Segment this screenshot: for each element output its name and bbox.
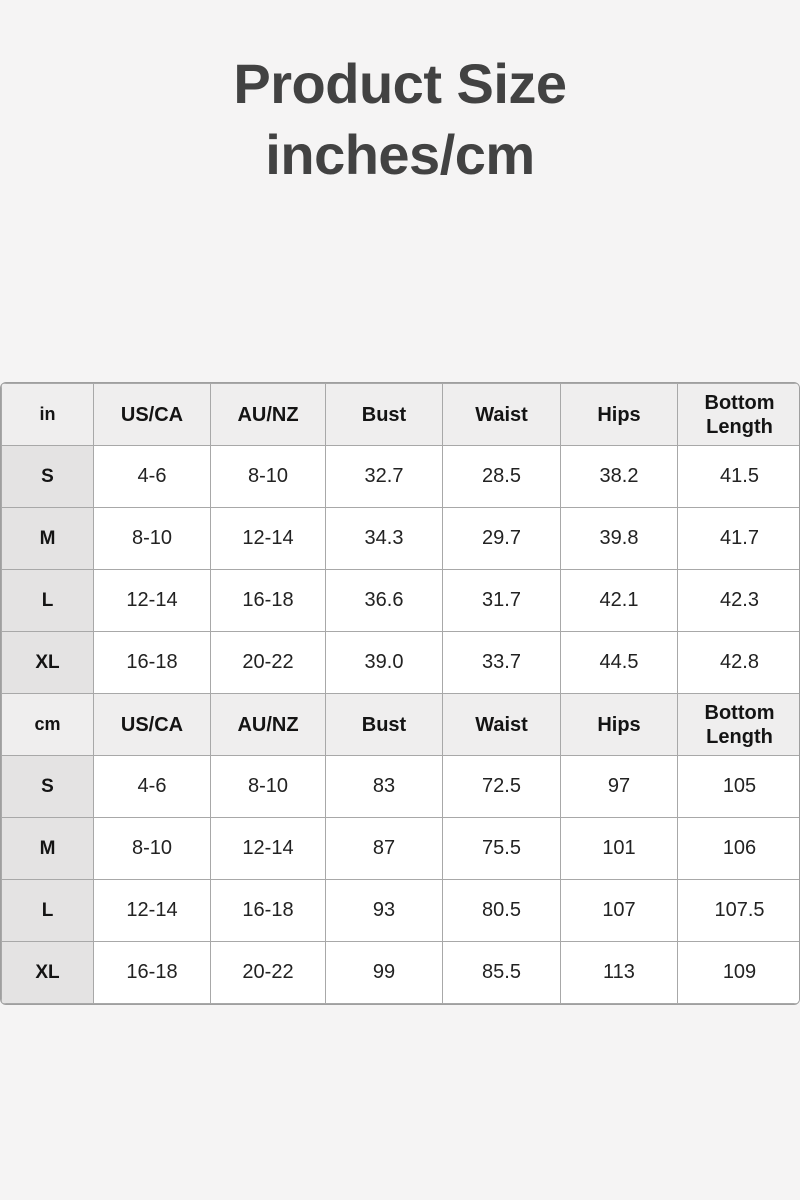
title-line-1: Product Size bbox=[233, 52, 567, 115]
cell-hips: 44.5 bbox=[561, 632, 678, 694]
header-row-inches bbox=[2, 384, 800, 446]
cell-bottom-length: 42.3 bbox=[678, 570, 800, 632]
cell-bottom-length: 107.5 bbox=[678, 880, 800, 942]
cell-aunz: 16-18 bbox=[211, 570, 326, 632]
row-in-s bbox=[2, 446, 800, 508]
cell-usca: 8-10 bbox=[94, 818, 211, 880]
size-label: S bbox=[2, 446, 94, 508]
cell-bottom-length: 41.7 bbox=[678, 508, 800, 570]
title-line-2: inches/cm bbox=[265, 123, 535, 186]
size-label: S bbox=[2, 756, 94, 818]
col-header-bottom-length: Bottom Length bbox=[678, 694, 800, 756]
cell-aunz: 12-14 bbox=[211, 818, 326, 880]
cell-usca: 4-6 bbox=[94, 756, 211, 818]
cell-waist: 28.5 bbox=[443, 446, 561, 508]
col-header-waist: Waist bbox=[443, 694, 561, 756]
col-header-waist: Waist bbox=[443, 384, 561, 446]
size-label: M bbox=[2, 818, 94, 880]
size-table bbox=[1, 383, 800, 1004]
cell-hips: 107 bbox=[561, 880, 678, 942]
page-title bbox=[0, 48, 800, 190]
cell-bust: 87 bbox=[326, 818, 443, 880]
col-header-aunz: AU/NZ bbox=[211, 384, 326, 446]
cell-waist: 33.7 bbox=[443, 632, 561, 694]
cell-bottom-length: 41.5 bbox=[678, 446, 800, 508]
col-header-usca: US/CA bbox=[94, 694, 211, 756]
cell-hips: 42.1 bbox=[561, 570, 678, 632]
cell-waist: 85.5 bbox=[443, 942, 561, 1004]
cell-waist: 72.5 bbox=[443, 756, 561, 818]
row-cm-s bbox=[2, 756, 800, 818]
size-label: XL bbox=[2, 942, 94, 1004]
cell-bust: 36.6 bbox=[326, 570, 443, 632]
cell-hips: 101 bbox=[561, 818, 678, 880]
col-header-aunz: AU/NZ bbox=[211, 694, 326, 756]
col-header-usca: US/CA bbox=[94, 384, 211, 446]
row-cm-l bbox=[2, 880, 800, 942]
cell-usca: 12-14 bbox=[94, 880, 211, 942]
cell-bottom-length: 106 bbox=[678, 818, 800, 880]
cell-bust: 93 bbox=[326, 880, 443, 942]
cell-waist: 31.7 bbox=[443, 570, 561, 632]
cell-bottom-length: 42.8 bbox=[678, 632, 800, 694]
cell-waist: 29.7 bbox=[443, 508, 561, 570]
size-label: L bbox=[2, 880, 94, 942]
size-label: L bbox=[2, 570, 94, 632]
cell-hips: 113 bbox=[561, 942, 678, 1004]
cell-bottom-length: 109 bbox=[678, 942, 800, 1004]
col-header-bottom-length: Bottom Length bbox=[678, 384, 800, 446]
col-header-hips: Hips bbox=[561, 694, 678, 756]
cell-aunz: 20-22 bbox=[211, 942, 326, 1004]
cell-bust: 39.0 bbox=[326, 632, 443, 694]
cell-aunz: 20-22 bbox=[211, 632, 326, 694]
cell-usca: 8-10 bbox=[94, 508, 211, 570]
row-cm-m bbox=[2, 818, 800, 880]
cell-aunz: 12-14 bbox=[211, 508, 326, 570]
unit-header-cm: cm bbox=[2, 694, 94, 756]
size-label: M bbox=[2, 508, 94, 570]
row-in-l bbox=[2, 570, 800, 632]
row-in-xl bbox=[2, 632, 800, 694]
size-label: XL bbox=[2, 632, 94, 694]
row-in-m bbox=[2, 508, 800, 570]
cell-aunz: 8-10 bbox=[211, 756, 326, 818]
cell-waist: 80.5 bbox=[443, 880, 561, 942]
cell-hips: 38.2 bbox=[561, 446, 678, 508]
cell-bust: 34.3 bbox=[326, 508, 443, 570]
cell-hips: 39.8 bbox=[561, 508, 678, 570]
cell-waist: 75.5 bbox=[443, 818, 561, 880]
cell-bust: 32.7 bbox=[326, 446, 443, 508]
cell-aunz: 16-18 bbox=[211, 880, 326, 942]
col-header-hips: Hips bbox=[561, 384, 678, 446]
row-cm-xl bbox=[2, 942, 800, 1004]
cell-bust: 99 bbox=[326, 942, 443, 1004]
cell-aunz: 8-10 bbox=[211, 446, 326, 508]
cell-usca: 16-18 bbox=[94, 942, 211, 1004]
header-row-cm bbox=[2, 694, 800, 756]
cell-bottom-length: 105 bbox=[678, 756, 800, 818]
cell-bust: 83 bbox=[326, 756, 443, 818]
cell-usca: 16-18 bbox=[94, 632, 211, 694]
cell-usca: 12-14 bbox=[94, 570, 211, 632]
col-header-bust: Bust bbox=[326, 694, 443, 756]
col-header-bust: Bust bbox=[326, 384, 443, 446]
size-chart bbox=[0, 382, 800, 1005]
cell-hips: 97 bbox=[561, 756, 678, 818]
cell-usca: 4-6 bbox=[94, 446, 211, 508]
unit-header-in: in bbox=[2, 384, 94, 446]
